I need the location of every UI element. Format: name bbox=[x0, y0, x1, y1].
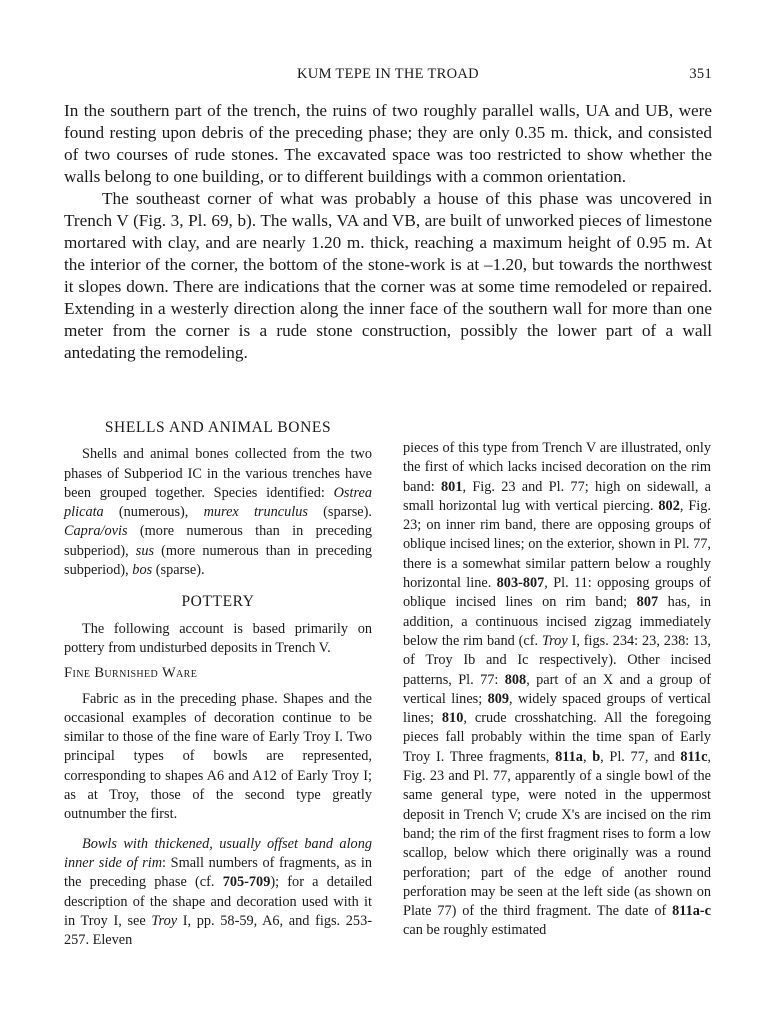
shells-text: (sparse). bbox=[152, 562, 205, 579]
species-name: bos bbox=[132, 562, 153, 579]
catalogue-number: 811a-c bbox=[672, 903, 711, 920]
shells-text: (sparse). bbox=[307, 504, 372, 521]
subheading-fine-burnished-ware: Fine Burnished Ware bbox=[64, 665, 198, 682]
catalogue-paragraph bbox=[403, 439, 711, 941]
shells-text: (numerous), bbox=[103, 504, 204, 521]
catalogue-text: , Fig. 23 and Pl. 77; high on sidewall, a small horizontal lug with vertical piercing. bbox=[403, 478, 712, 514]
catalogue-text: , Pl. 11: opposing groups of oblique incised lines on rim band; bbox=[403, 575, 712, 611]
bowls-text: ); for a detailed description of the shape and decoration used with it in Troy I, see bbox=[64, 874, 372, 929]
section-heading-shells: SHELLS AND ANIMAL BONES bbox=[104, 419, 332, 436]
catalogue-number: 802 bbox=[658, 497, 680, 514]
catalogue-text: , Fig. 23; on inner rim band, there are opposing groups of oblique incised lines; on the exterior, shown in Pl. 77, there is a somewhat similar pattern below a roughly horizontal line. bbox=[403, 497, 711, 592]
spacer bbox=[64, 580, 372, 592]
fabric-paragraph: Fabric as in the preceding phase. Shapes and the occasional examples of decoration continue to be similar to those of the fine ware of Early Troy I. Two principal types of bowls are represented, corresponding to shapes A6 and A12 of Early Troy I; as at Troy, those of the second type greatly outnumber the first. bbox=[64, 690, 372, 823]
species-name: murex trunculus bbox=[203, 504, 308, 521]
catalogue-number: 810 bbox=[441, 710, 464, 727]
catalogue-text: , Fig. 23 and Pl. 77, apparently of a single bowl of the same general type, were noted in the uppermost deposit in Trench V; crude X's are incised on the rim band; the rim of the first fragment rises to form a low scallop, below which there originally was a round perforation; part of the edge of another round perforation may be seen at the left side (as shown on Plate 77) of the third fragment. The date of bbox=[403, 748, 711, 920]
catalogue-number: b bbox=[592, 748, 601, 765]
catalogue-text: , Pl. 77, and bbox=[600, 748, 681, 765]
catalogue-text: , bbox=[582, 748, 593, 765]
catalogue-number: 705-709 bbox=[222, 874, 271, 891]
catalogue-number: 801 bbox=[441, 478, 463, 495]
spacer bbox=[64, 825, 372, 835]
catalogue-number: 811c bbox=[680, 748, 708, 765]
catalogue-text: , widely spaced groups of vertical lines; bbox=[403, 690, 711, 727]
catalogue-text: I, figs. 234: 23, 238: 13, of Troy Ib and Ic respectively). Other incised patterns, Pl. 77: bbox=[403, 632, 711, 688]
species-name: sus bbox=[135, 542, 155, 559]
catalogue-text: , crude crosshatching. All the foregoing pieces fall probably within the time span of Early Troy I. Three fragments, bbox=[403, 710, 711, 765]
running-title: KUM TEPE IN THE TROAD bbox=[297, 66, 479, 82]
bowls-type-heading: Bowls with thickened, usually offset band along inner side of rim bbox=[64, 835, 372, 871]
page-number: 351 bbox=[689, 66, 712, 82]
shells-text: (more numerous than in preceding subperiod), bbox=[64, 542, 372, 579]
right-column bbox=[403, 439, 711, 941]
catalogue-number: 809 bbox=[487, 690, 510, 707]
bowls-paragraph bbox=[64, 835, 372, 951]
bowls-text: I, pp. 58-59, A6, and figs. 253-257. Eleven bbox=[64, 912, 372, 949]
catalogue-text: , part of an X and a group of vertical lines; bbox=[403, 671, 711, 707]
catalogue-text: pieces of this type from Trench V are illustrated, only the first of which lacks incised decoration on the rim band: bbox=[403, 440, 711, 495]
shells-text: (more numerous than in preceding subperiod), bbox=[64, 523, 372, 559]
publication-title: Troy bbox=[541, 632, 568, 649]
species-name: Capra/ovis bbox=[64, 523, 128, 540]
catalogue-text: can be roughly estimated bbox=[403, 922, 547, 939]
shells-text: Shells and animal bones collected from the two phases of Subperiod IC in the various trenches have been grouped together. Species identified: bbox=[64, 446, 372, 501]
left-column bbox=[64, 418, 372, 950]
catalogue-number: 808 bbox=[504, 671, 527, 688]
section-heading-pottery: POTTERY bbox=[181, 593, 255, 611]
intro-text bbox=[64, 100, 712, 364]
bowls-text: : Small numbers of fragments, as in the preceding phase (cf. bbox=[64, 854, 372, 891]
pottery-intro-paragraph: The following account is based primarily on pottery from undisturbed deposits in Trench V. bbox=[64, 620, 372, 656]
shells-paragraph bbox=[64, 445, 372, 580]
intro-paragraph-2: The southeast corner of what was probably a house of this phase was uncovered in Trench V (Fig. 3, Pl. 69, b). The walls, VA and VB, are built of unworked pieces of limestone mortared with clay, and are nearly 1.20 m. thick, reaching a maximum height of 0.95 m. At the interior of the corner, the bottom of the stone-work is at –1.20, but towards the northwest it slopes down. There are indications that the corner was at some time remodeled or repaired. Extending in a westerly direction along the inner face of the southern wall for more than one meter from the corner is a rude stone construction, possibly the lower part of a wall antedating the remodeling. bbox=[64, 189, 712, 362]
publication-title: Troy bbox=[151, 912, 178, 929]
intro-paragraph-1: In the southern part of the trench, the ruins of two roughly parallel walls, UA and UB, were found resting upon debris of the preceding phase; they are only 0.35 m. thick, and consisted of two courses of rude stones. The excavated space was too restricted to show whether the walls belong to one building, or to different buildings with a common orientation. bbox=[64, 101, 712, 186]
catalogue-number: 811a bbox=[555, 748, 583, 765]
catalogue-number: 803-807 bbox=[496, 575, 545, 592]
species-name: Ostrea plicata bbox=[64, 484, 372, 521]
catalogue-number: 807 bbox=[636, 594, 659, 611]
catalogue-text: has, in addition, a continuous incised zigzag immediately below the rim band (cf. bbox=[403, 594, 711, 649]
